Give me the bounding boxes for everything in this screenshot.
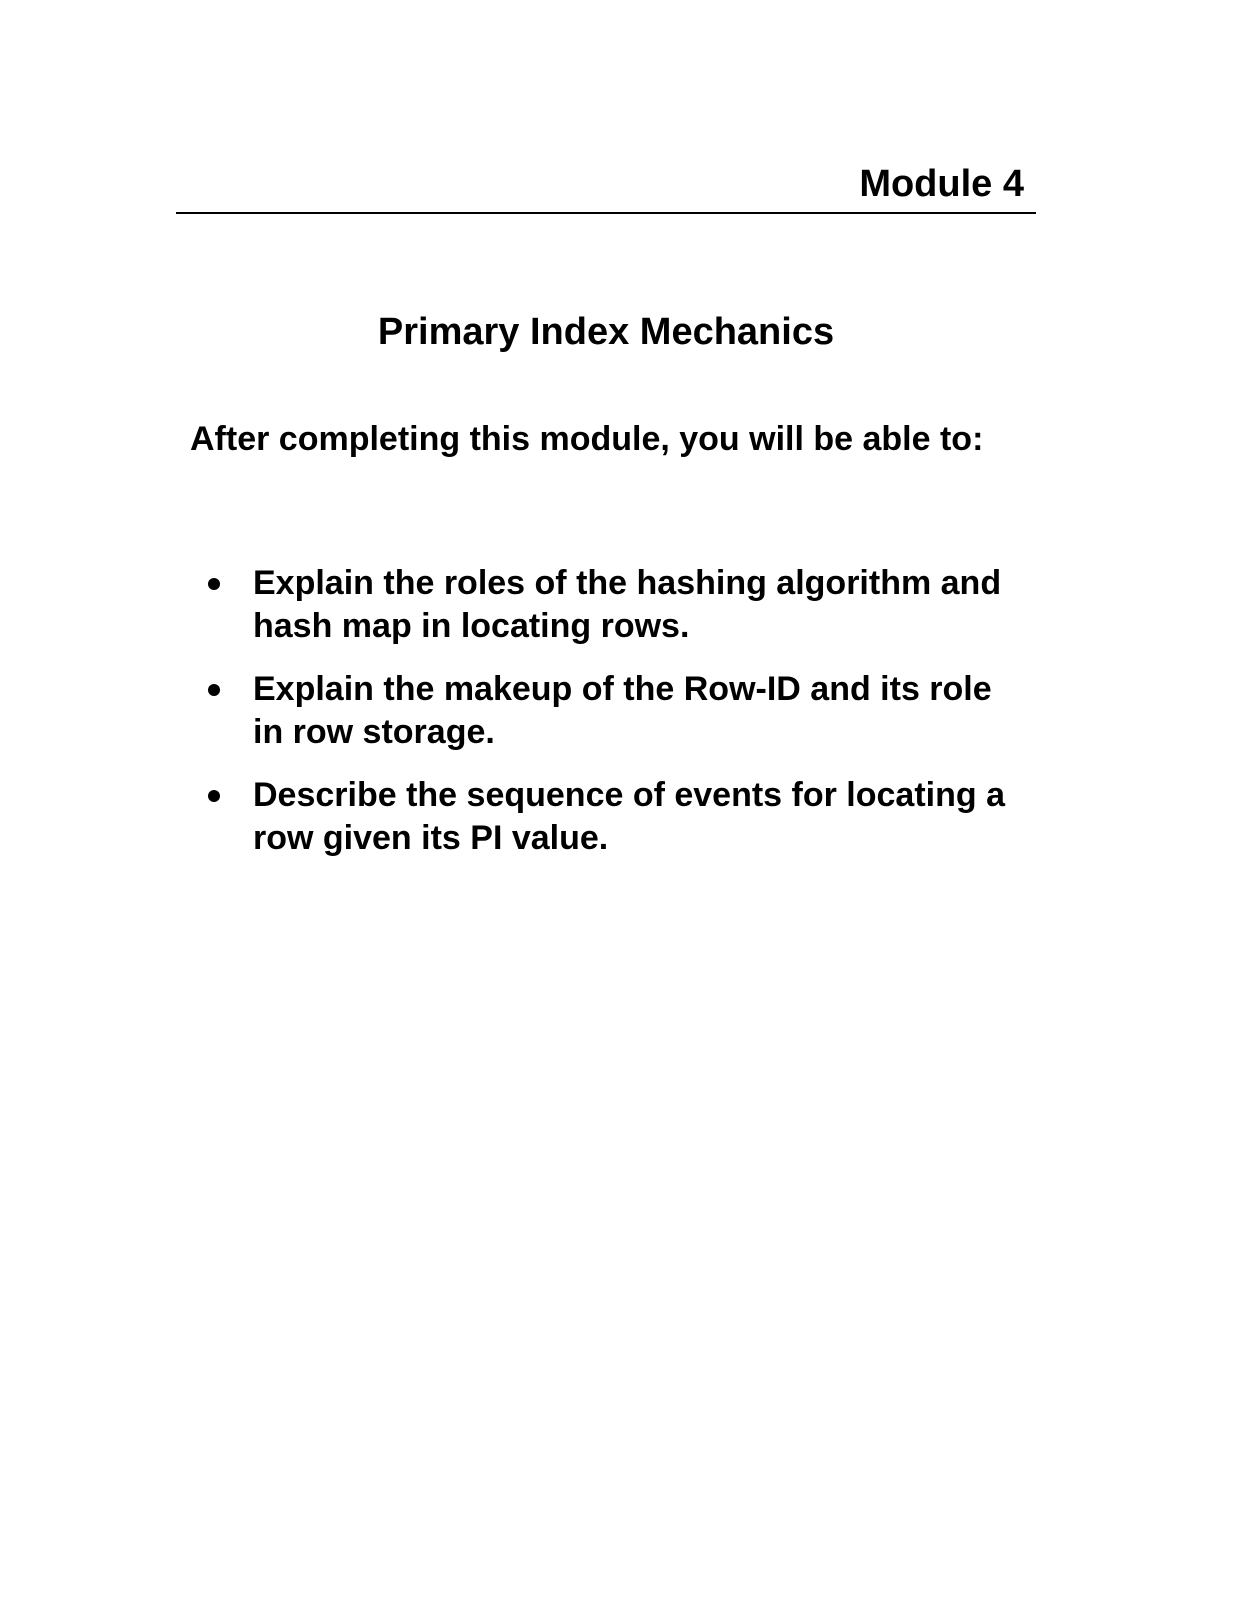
list-item xyxy=(200,668,1030,754)
objectives-list xyxy=(200,562,1030,880)
objective-text: Explain the makeup of the Row-ID and its role in row storage. xyxy=(253,670,992,751)
list-item xyxy=(200,774,1030,860)
page-title: Primary Index Mechanics xyxy=(377,311,835,353)
objective-text: Describe the sequence of events for locating a row given its PI value. xyxy=(253,776,1006,857)
module-header xyxy=(176,160,1036,214)
objective-text: Explain the roles of the hashing algorithm and hash map in locating rows. xyxy=(253,564,1002,645)
bullet-icon xyxy=(208,790,220,802)
module-label: Module 4 xyxy=(859,163,1024,205)
list-item xyxy=(200,562,1030,648)
bullet-icon xyxy=(208,578,220,590)
bullet-icon xyxy=(208,684,220,696)
intro-text: After completing this module, you will be able to: xyxy=(190,420,984,458)
